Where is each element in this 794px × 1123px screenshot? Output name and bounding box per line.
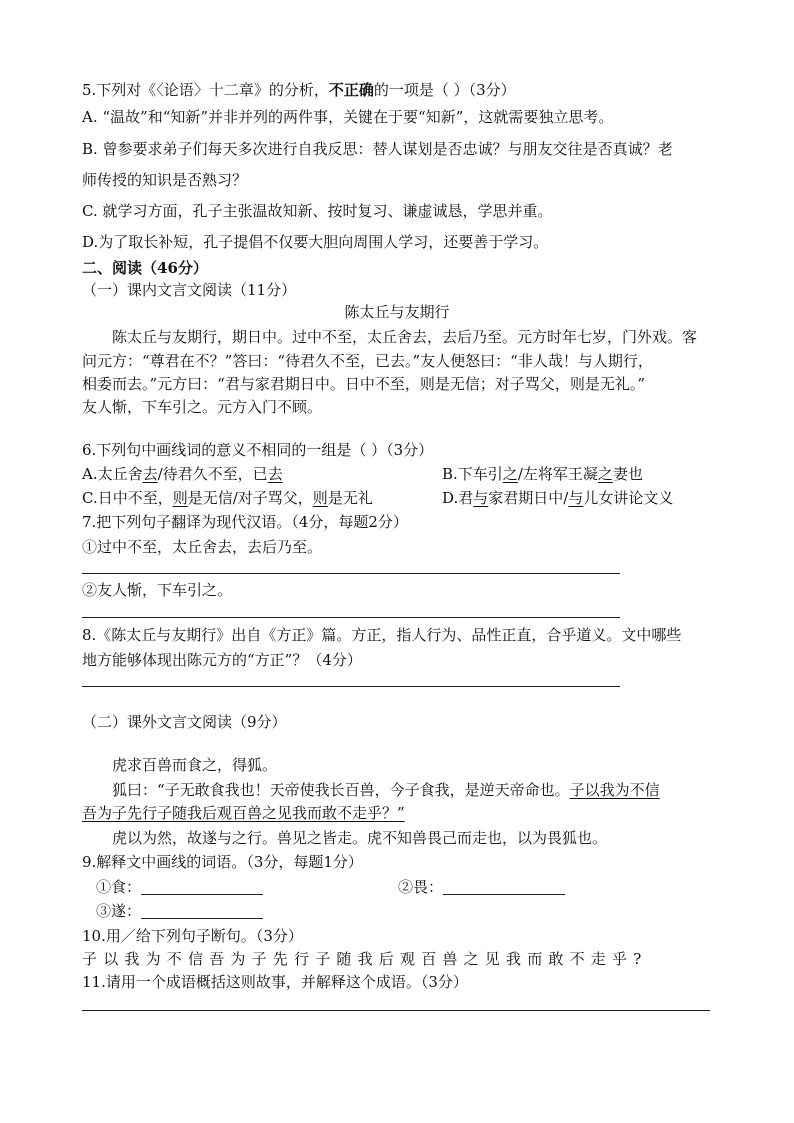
- q6-c-text-2: 是无信/对子骂父，: [187, 489, 313, 507]
- q9-item-1-blank[interactable]: [141, 878, 263, 895]
- passage2-underlined-sentence-start: 子以我为不信: [569, 781, 660, 799]
- q10-sentence: 子以我为不信吾为子先行子随我后观百兽之见我而敢不走乎?: [82, 950, 648, 968]
- passage1-title: 陈太丘与友期行: [344, 303, 450, 321]
- q9-item-3-blank[interactable]: [141, 902, 263, 919]
- q6-d-text-2: 家君期日中/: [488, 489, 569, 507]
- q6-b-text: B.下车引: [442, 465, 503, 483]
- passage2-underlined-sentence-end: 吾为子先行子随我后观百兽之见我而敢不走乎？”: [82, 804, 405, 822]
- q6-d-underlined-2: 与: [568, 489, 584, 507]
- q6-a-text-2: /待君久不至，已: [157, 465, 268, 483]
- q10-stem: 10.用／给下列句子断句。（3分）: [82, 927, 303, 945]
- q8-stem-line1: 8.《陈太丘与友期行》出自《方正》篇。方正，指人行为、品性正直，合乎道义。文中哪些: [82, 626, 682, 644]
- q5-option-b-line2: 师传授的知识是否熟习？: [82, 171, 248, 189]
- passage2-line4: 虎以为然，故遂与之行。兽见之皆走。虎不知兽畏己而走也，以为畏狐也。: [112, 829, 608, 847]
- q6-b-underlined-1: 之: [502, 465, 518, 483]
- q7-stem: 7.把下列句子翻译为现代汉语。（4分，每题2分）: [82, 513, 408, 531]
- q8-answer-line[interactable]: [82, 686, 620, 687]
- q9-item-1-label: ①食：: [96, 878, 142, 896]
- q6-d-text-3: 儿女讲论文义: [583, 489, 674, 507]
- passage1-line4: 友人惭，下车引之。元方入门不顾。: [82, 398, 323, 416]
- q5-option-b-line1: B. 曾参要求弟子们每天多次进行自我反思：替人谋划是否忠诚？与朋友交往是否真诚？老: [82, 140, 673, 158]
- q9-item-3: [96, 901, 263, 921]
- q6-d-underlined-1: 与: [473, 489, 489, 507]
- q6-stem: 6.下列句中画线词的意义不相同的一组是（ ）（3分）: [82, 441, 434, 459]
- q6-option-c: [82, 488, 373, 508]
- section-2-heading: 二、阅读（46分）: [82, 259, 208, 277]
- q7-answer-line-1[interactable]: [82, 573, 620, 574]
- q6-b-underlined-2: 之: [597, 465, 613, 483]
- q6-option-d: [442, 488, 673, 508]
- q9-item-2-blank[interactable]: [443, 878, 565, 895]
- q7-sentence-1: ①过中不至，太丘舍去，去后乃至。: [82, 538, 323, 556]
- q7-sentence-2: ②友人惭，下车引之。: [82, 581, 233, 599]
- q8-stem-line2: 地方能够体现出陈元方的“方正”？（4分）: [82, 651, 362, 669]
- q9-item-1: [96, 877, 263, 897]
- q5-option-a: A. “温故”和“知新”并非并列的两件事，关键在于要“知新”，这就需要独立思考。: [82, 108, 614, 126]
- q9-item-3-label: ③遂：: [96, 902, 142, 920]
- passage1-line2: 问元方：“尊君在不？”答曰：“待君久不至，已去。”友人便怒曰：“非人哉！与人期行，: [82, 352, 653, 370]
- q9-item-2-label: ②畏：: [398, 878, 444, 896]
- q6-option-a: [82, 464, 283, 484]
- q6-a-text: A.太丘舍: [82, 465, 143, 483]
- q5-stem-tail: 的一项是（ ）（3分）: [373, 81, 516, 99]
- q5-stem-text: 5.下列对《〈论语〉十二章》的分析，: [82, 81, 329, 99]
- passage2-line2: [112, 780, 660, 800]
- q6-c-text: C.日中不至，: [82, 489, 173, 507]
- q6-c-underlined-1: 则: [172, 489, 188, 507]
- part1-heading: （一）课内文言文阅读（11分）: [82, 281, 297, 299]
- q6-b-text-2: /左将军王凝: [517, 465, 598, 483]
- q6-option-b: [442, 464, 643, 484]
- q6-d-text: D.君: [442, 489, 474, 507]
- q6-a-underlined-1: 去: [142, 465, 158, 483]
- passage2-line1: 虎求百兽而食之，得狐。: [112, 756, 278, 774]
- q5-stem-emphasis: 不正确: [328, 81, 374, 99]
- passage1-line1: 陈太丘与友期行，期日中。过中不至，太丘舍去，去后乃至。元方时年七岁，门外戏。客: [112, 328, 698, 346]
- q5-option-c: C. 就学习方面，孔子主张温故知新、按时复习、谦虚诚恳，学思并重。: [82, 202, 553, 220]
- q6-b-text-3: 妻也: [612, 465, 643, 483]
- q9-stem: 9.解释文中画线的词语。（3分，每题1分）: [82, 853, 363, 871]
- q6-c-text-3: 是无礼: [327, 489, 373, 507]
- q6-a-underlined-2: 去: [267, 465, 283, 483]
- q7-answer-line-2[interactable]: [82, 617, 620, 618]
- q6-c-underlined-2: 则: [312, 489, 328, 507]
- passage2-line3: [82, 803, 405, 823]
- q9-item-2: [398, 877, 565, 897]
- q11-answer-line[interactable]: [82, 1010, 710, 1011]
- part2-heading: （二）课外文言文阅读（9分）: [82, 713, 287, 731]
- q5-option-d: D.为了取长补短，孔子提倡不仅要大胆向周围人学习，还要善于学习。: [82, 233, 549, 251]
- q5-stem: [82, 80, 516, 100]
- q11-stem: 11.请用一个成语概括这则故事，并解释这个成语。（3分）: [82, 973, 468, 991]
- passage2-line2-text: 狐曰：“子无敢食我也！天帝使我长百兽，今子食我，是逆天帝命也。: [112, 781, 570, 799]
- passage1-line3: 相委而去。”元方曰：“君与家君期日中。日中不至，则是无信；对子骂父，则是无礼。”: [82, 375, 646, 393]
